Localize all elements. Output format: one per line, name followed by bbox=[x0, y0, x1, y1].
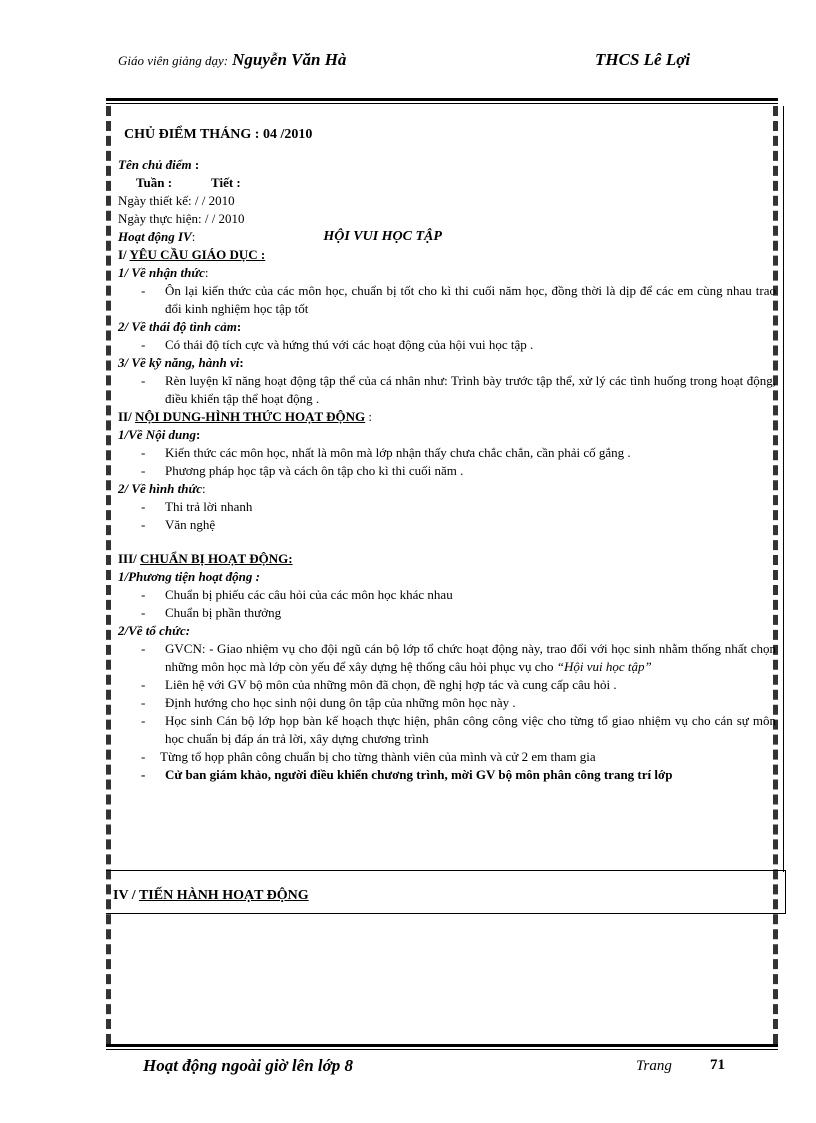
list-item: - Cử ban giám khảo, người điều khiển chương trình, mời GV bộ môn phân công trang trí lớp bbox=[118, 766, 776, 784]
section-2-1-heading: 1/Về Nội dung: bbox=[118, 427, 201, 442]
week-period-line: Tuần : Tiết : bbox=[136, 175, 241, 190]
page-footer bbox=[143, 1056, 736, 1080]
list-item: - Rèn luyện kĩ năng hoạt động tập thể của cá nhân như: Trình bày trước tập thể, xử lý các tình huống trong hoạt động, điều khiển tập thể hoạt động . bbox=[118, 372, 776, 408]
document-title: CHỦ ĐIỂM THÁNG : 04 /2010 bbox=[124, 127, 313, 142]
section-1-2-heading: 2/ Về thái độ tình cảm: bbox=[118, 319, 242, 334]
list-item: - Có thái độ tích cực và hứng thú với các hoạt động của hội vui học tập . bbox=[118, 336, 776, 354]
list-item: - Chuẩn bị phiếu các câu hỏi của các môn học khác nhau bbox=[118, 586, 776, 604]
activity-line: Hoạt động IV: HỘI VUI HỌC TẬP bbox=[118, 229, 442, 244]
page-number: 71 bbox=[710, 1057, 725, 1073]
list-item: - Ôn lại kiến thức của các môn học, chuẩn bị tốt cho kì thi cuối năm học, đồng thời là dịp để các em cùng nhau trao đổi kinh nghiệm học tập tốt bbox=[118, 282, 776, 318]
top-rule-thin bbox=[106, 103, 778, 104]
document-body bbox=[118, 126, 776, 784]
section-2-2-heading: 2/ Về hình thức: bbox=[118, 481, 206, 496]
section-3-heading: III/ CHUẨN BỊ HOẠT ĐỘNG: bbox=[118, 551, 293, 566]
list-item: - Chuẩn bị phần thưởng bbox=[118, 604, 776, 622]
design-date: Ngày thiết kế: / / 2010 bbox=[118, 193, 235, 208]
list-item: - Thi trả lời nhanh bbox=[118, 498, 776, 516]
page-border-right-line bbox=[783, 106, 784, 872]
execution-date: Ngày thực hiện: / / 2010 bbox=[118, 211, 245, 226]
section-4-heading: IV / TIẾN HÀNH HOẠT ĐỘNG bbox=[113, 888, 309, 903]
page-header bbox=[118, 50, 716, 72]
list-item: - Phương pháp học tập và cách ôn tập cho kì thi cuối năm . bbox=[118, 462, 776, 480]
list-item: - Học sinh Cán bộ lớp họp bàn kế hoạch thực hiện, phân công công việc cho từng tổ giao nhiệm vụ cho cán sự môn học chuẩn bị đáp án trả lời, xây dựng chương trình bbox=[118, 712, 776, 748]
list-item: - Từng tổ họp phân công chuẩn bị cho từng thành viên của mình và cử 2 em tham gia bbox=[118, 748, 776, 766]
section-3-1-heading: 1/Phương tiện hoạt động : bbox=[118, 569, 260, 584]
teacher-name: Nguyễn Văn Hà bbox=[232, 50, 347, 69]
list-item: - Định hướng cho học sinh nội dung ôn tập của những môn học này . bbox=[118, 694, 776, 712]
section-1-3-heading: 3/ Về kỹ năng, hành vi: bbox=[118, 355, 244, 370]
topic-line: Tên chủ điểm : bbox=[118, 157, 200, 172]
list-item: - Kiến thức các môn học, nhất là môn mà lớp nhận thấy chưa chắc chắn, cần phải cố gắng . bbox=[118, 444, 776, 462]
section-3-2-heading: 2/Về tổ chức: bbox=[118, 623, 191, 638]
section-1-heading: I/ YÊU CẦU GIÁO DỤC : bbox=[118, 247, 266, 262]
list-item: - Văn nghệ bbox=[118, 516, 776, 534]
section-1-1-heading: 1/ Về nhận thức: bbox=[118, 265, 209, 280]
list-item: - GVCN: - Giao nhiệm vụ cho đội ngũ cán bộ lớp tổ chức hoạt động này, trao đổi với học sinh nhằm thống nhất chọn những môn học mà lớp còn yếu để xây dựng hệ thống câu hỏi phục vụ cho “Hội vui học tập” bbox=[118, 640, 776, 676]
section-2-heading: II/ NỘI DUNG-HÌNH THỨC HOẠT ĐỘNG : bbox=[118, 409, 373, 424]
list-item: - Liên hệ với GV bộ môn của những môn đã chọn, đề nghị hợp tác và cung cấp câu hỏi . bbox=[118, 676, 776, 694]
school-name: THCS Lê Lợi bbox=[595, 50, 691, 69]
footer-subject: Hoạt động ngoài giờ lên lớp 8 bbox=[143, 1056, 353, 1075]
page-label: Trang bbox=[636, 1058, 672, 1074]
bottom-rule-thin bbox=[106, 1049, 778, 1050]
bottom-rule bbox=[106, 1044, 778, 1047]
teacher-label: Giáo viên giảng dạy: bbox=[118, 53, 229, 68]
activity-title: HỘI VUI HỌC TẬP bbox=[323, 229, 442, 244]
top-rule bbox=[106, 98, 778, 101]
